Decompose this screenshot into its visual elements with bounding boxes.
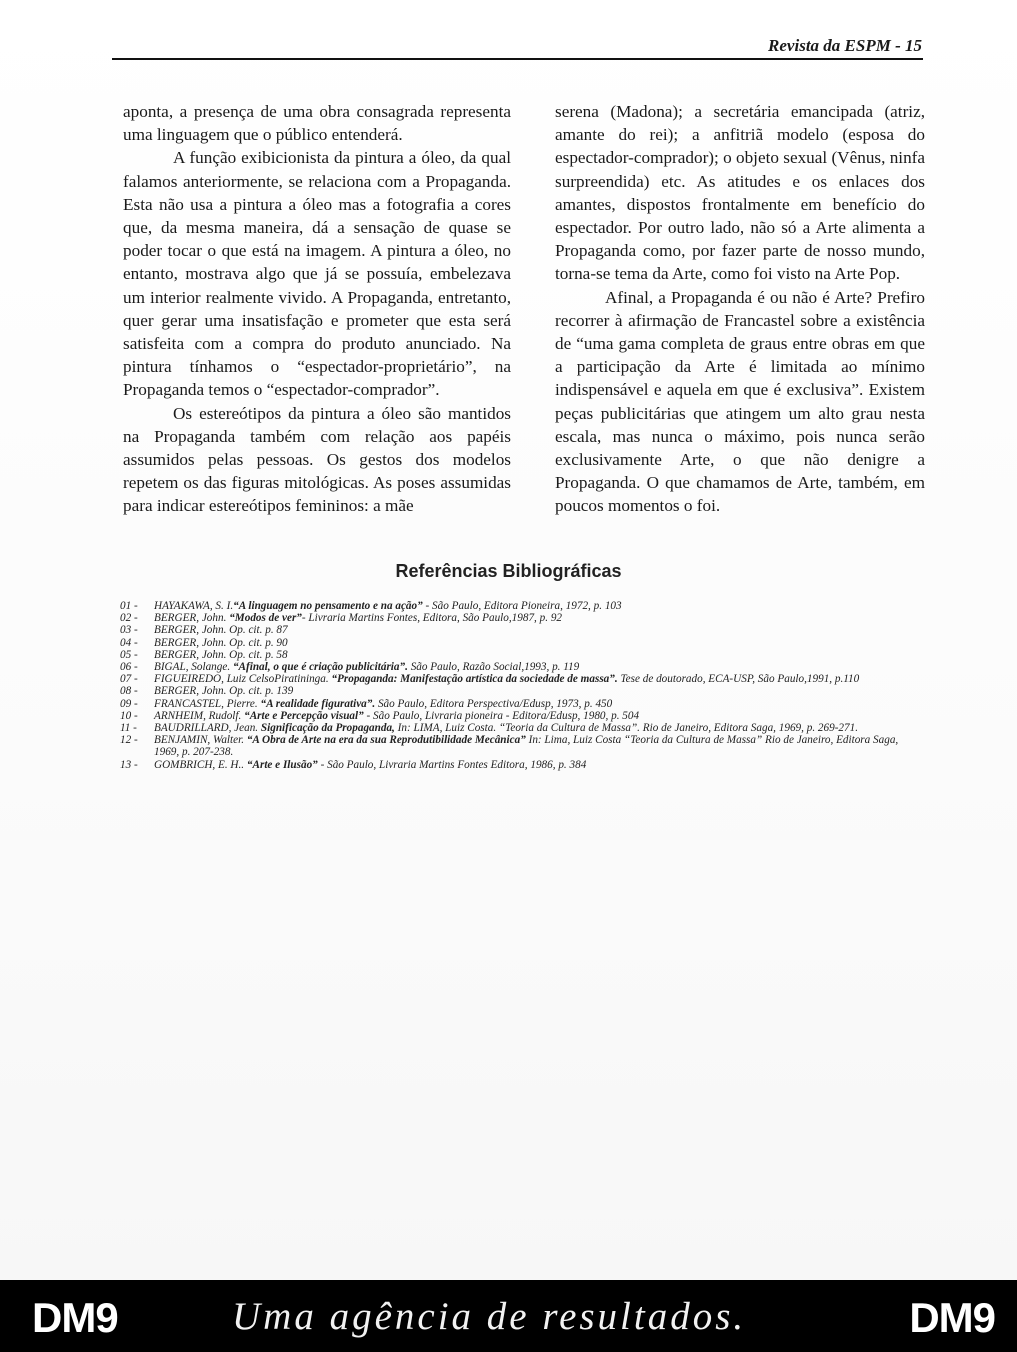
reference-details: - São Paulo, Editora Pioneira, 1972, p. 103 (422, 600, 622, 612)
dm9-logo-right: DM9 (909, 1294, 995, 1341)
reference-work-title: “Afinal, o que é criação publicitária”. (232, 661, 408, 674)
reference-text (154, 685, 925, 697)
reference-number: 13 - (120, 758, 138, 771)
reference-work-title: “Propaganda: Manifestação artística da sociedade de massa”. (331, 673, 618, 686)
reference-author: FIGUEIREDO, Luiz CelsoPiratininga. (154, 673, 332, 686)
running-head: Revista da ESPM - 15 (768, 36, 922, 55)
paragraph: aponta, a presença de uma obra consagrada representa uma linguagem que o público entenderá. (123, 102, 511, 145)
reference-number: 11 - (120, 722, 137, 735)
reference-item (120, 661, 925, 673)
reference-text (154, 600, 925, 612)
reference-text (154, 698, 925, 710)
reference-number: 04 - (120, 636, 138, 649)
reference-text (154, 661, 925, 673)
reference-work-title: “A realidade figurativa”. (260, 697, 376, 710)
reference-author: BAUDRILLARD, Jean. (154, 722, 261, 735)
references-list (120, 600, 925, 771)
reference-work-title: “A Obra de Arte na era da sua Reprodutibilidade Mecânica” (246, 734, 526, 747)
reference-item (120, 673, 925, 685)
reference-details: - Livraria Martins Fontes, Editora, São Paulo,1987, p. 92 (301, 612, 563, 625)
reference-text (154, 624, 925, 636)
reference-number: 03 - (120, 624, 138, 637)
dm9-logo-left: DM9 (32, 1294, 118, 1341)
reference-item (120, 685, 925, 697)
footer-tagline: Uma agência de resultados. (232, 1295, 747, 1338)
reference-author: BENJAMIN, Walter. (154, 734, 247, 747)
paragraph: serena (Madona); a secretária emancipada (atriz, amante do rei); a anfitriã modelo (esposa do espectador-comprador); o objeto sexual (Vênus, ninfa surpreendida) etc. As atitudes e os enlaces dos amantes, dispostos frontalmente em benefício do espectador. Por outro lado, não só a Arte alimenta a Propaganda como, por fazer parte de nosso mundo, torna-se tema da Arte, como foi visto na Arte Pop. (555, 102, 926, 284)
paragraph: A função exibicionista da pintura a óleo, da qual falamos anteriormente, se relaciona com a Propaganda. Esta não usa a pintura a óleo mas a fotografia a cores que, da mesma maneira, dá a sensação de quase se poder tocar o que está na imagem. A pintura a óleo, no entanto, mostrava algo que já se possuía, embelezava um interior realmente vivido. A Propaganda, entretanto, quer gerar uma insatisfação e prometer que esta será satisfeita com a compra do produto anunciado. Na pintura tínhamos o “espectador-proprietário”, na Propaganda temos o “espectador-comprador”. (123, 148, 511, 400)
right-column (555, 100, 925, 518)
reference-item (120, 698, 925, 710)
reference-item (120, 734, 925, 758)
reference-details: Tese de doutorado, ECA-USP, São Paulo,1991, p.110 (617, 673, 860, 686)
reference-number: 01 - (120, 600, 138, 612)
reference-number: 12 - (120, 734, 138, 747)
reference-author: BIGAL, Solange. (154, 661, 233, 674)
reference-author: BERGER, John. Op. cit. p. 90 (154, 636, 288, 649)
reference-author: BERGER, John. Op. cit. p. 58 (154, 648, 288, 661)
reference-author: GOMBRICH, E. H.. (154, 758, 247, 771)
reference-author: FRANCASTEL, Pierre. (154, 697, 261, 710)
reference-text (154, 612, 925, 624)
reference-item (120, 637, 925, 649)
header-rule (112, 58, 923, 60)
reference-details: In: Lima, Luiz Costa “Teoria da Cultura de Massa” Rio de Janeiro, Editora Saga, 1969, p. 207-238. (154, 734, 899, 759)
reference-number: 07 - (120, 673, 138, 686)
reference-number: 06 - (120, 661, 138, 674)
reference-text (154, 710, 925, 722)
reference-text (154, 649, 925, 661)
reference-author: BERGER, John. Op. cit. p. 139 (154, 685, 294, 698)
reference-number: 10 - (120, 709, 138, 722)
reference-text (154, 759, 925, 771)
reference-text (154, 722, 925, 734)
paragraph: Afinal, a Propaganda é ou não é Arte? Prefiro recorrer à afirmação de Francastel sobre a existência de “uma gama completa de graus entre obras em que a participação da Arte é limitada ao mínimo indispensável e aquela em que é exclusiva”. Existem peças publicitárias que atingem um alto grau nesta escala, mas nunca o máximo, pois nunca serão exclusivamente Arte, o que não denigre a Propaganda. O que chamamos de Arte, também, em poucos momentos o foi. (555, 287, 925, 516)
references-title: Referências Bibliográficas (395, 561, 622, 581)
reference-text (154, 637, 925, 649)
reference-number: 02 - (120, 612, 138, 625)
footer-banner (0, 1280, 1017, 1352)
reference-work-title: Significação da Propaganda, (260, 722, 395, 735)
reference-item (120, 759, 925, 771)
reference-text (154, 734, 925, 758)
reference-item (120, 710, 925, 722)
reference-author: BERGER, John. (154, 612, 230, 625)
reference-details: - São Paulo, Livraria Martins Fontes Editora, 1986, p. 384 (317, 758, 587, 771)
reference-author: ARNHEIM, Rudolf. (154, 709, 245, 722)
reference-author: HAYAKAWA, S. I. (154, 600, 234, 612)
reference-work-title: “A linguagem no pensamento e na ação” (233, 600, 423, 612)
reference-work-title: “Arte e Percepção visual” (244, 709, 364, 722)
reference-number: 05 - (120, 648, 138, 661)
reference-author: BERGER, John. Op. cit. p. 87 (154, 624, 288, 637)
reference-details: - São Paulo, Livraria pioneira - Editora/Edusp, 1980, p. 504 (363, 709, 640, 722)
reference-details: São Paulo, Editora Perspectiva/Edusp, 1973, p. 450 (375, 697, 613, 710)
reference-item (120, 649, 925, 661)
reference-item (120, 600, 925, 612)
left-column (123, 100, 511, 518)
reference-work-title: “Modos de ver” (229, 612, 302, 625)
reference-details: São Paulo, Razão Social,1993, p. 119 (407, 661, 580, 674)
reference-number: 08 - (120, 685, 138, 698)
reference-work-title: “Arte e Ilusão” (246, 758, 318, 771)
reference-number: 09 - (120, 697, 138, 710)
reference-details: In: LIMA, Luiz Costa. “Teoria da Cultura de Massa”. Rio de Janeiro, Editora Saga, 1969, p. 269-271. (394, 722, 858, 735)
reference-item (120, 722, 925, 734)
paragraph: Os estereótipos da pintura a óleo são mantidos na Propaganda também com relação aos papéis assumidos pelas pessoas. Os gestos dos modelos repetem os das figuras mitológicas. As poses assumidas para indicar estereótipos femininos: a mãe (123, 403, 511, 516)
reference-item (120, 624, 925, 636)
reference-text (154, 673, 925, 685)
reference-item (120, 612, 925, 624)
